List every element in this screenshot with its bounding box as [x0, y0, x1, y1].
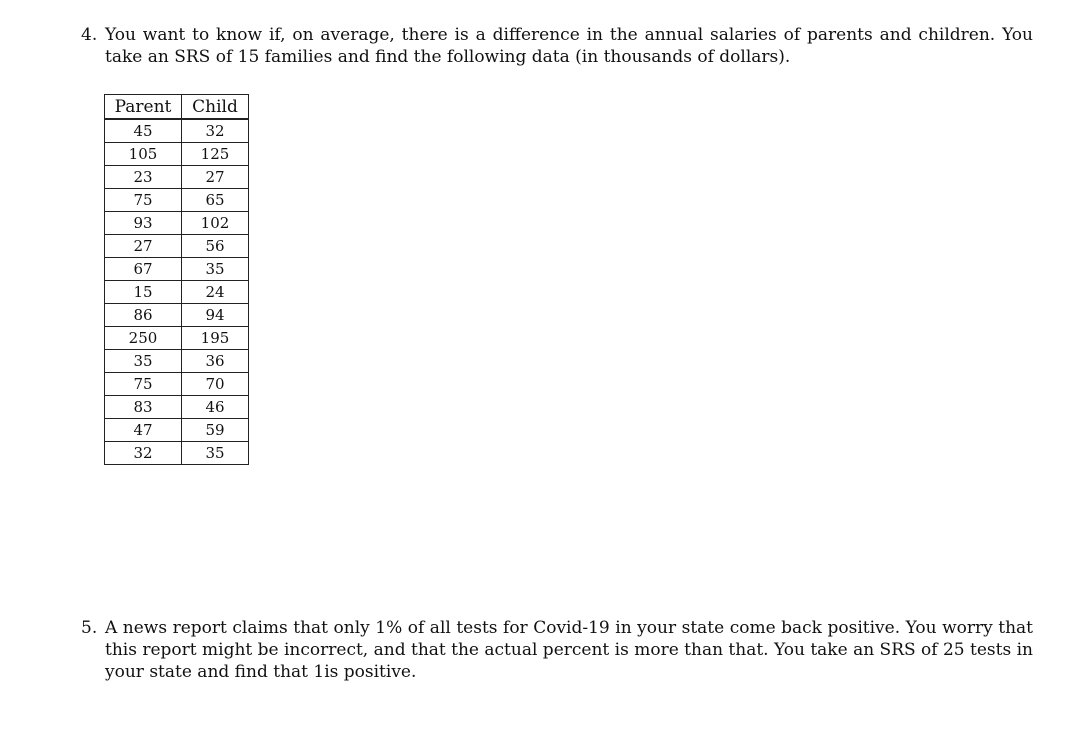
cell-child: 102 — [182, 212, 249, 235]
cell-child: 27 — [182, 166, 249, 189]
cell-parent: 105 — [105, 143, 182, 166]
header-child: Child — [182, 95, 249, 120]
table-row — [105, 166, 249, 189]
cell-child: 35 — [182, 442, 249, 465]
table-row — [105, 419, 249, 442]
cell-parent: 75 — [105, 373, 182, 396]
cell-parent: 35 — [105, 350, 182, 373]
cell-parent: 86 — [105, 304, 182, 327]
table-row — [105, 327, 249, 350]
table-row — [105, 119, 249, 143]
cell-child: 70 — [182, 373, 249, 396]
table-row — [105, 304, 249, 327]
cell-parent: 67 — [105, 258, 182, 281]
cell-parent: 27 — [105, 235, 182, 258]
cell-parent: 75 — [105, 189, 182, 212]
cell-parent: 15 — [105, 281, 182, 304]
table-header-row — [105, 95, 249, 120]
cell-parent: 23 — [105, 166, 182, 189]
table-row — [105, 258, 249, 281]
table-row — [105, 212, 249, 235]
cell-child: 46 — [182, 396, 249, 419]
problem-4-number: 4. — [81, 25, 98, 45]
cell-child: 36 — [182, 350, 249, 373]
cell-parent: 45 — [105, 119, 182, 143]
table-row — [105, 189, 249, 212]
header-parent: Parent — [105, 95, 182, 120]
table-row — [105, 235, 249, 258]
cell-child: 59 — [182, 419, 249, 442]
table-row — [105, 373, 249, 396]
table-row — [105, 396, 249, 419]
cell-parent: 83 — [105, 396, 182, 419]
cell-child: 94 — [182, 304, 249, 327]
table-row — [105, 143, 249, 166]
table-row — [105, 281, 249, 304]
table-body — [105, 119, 249, 465]
problem-5-number: 5. — [81, 618, 98, 638]
cell-child: 125 — [182, 143, 249, 166]
cell-parent: 47 — [105, 419, 182, 442]
cell-child: 195 — [182, 327, 249, 350]
cell-parent: 250 — [105, 327, 182, 350]
table-row — [105, 442, 249, 465]
cell-child: 56 — [182, 235, 249, 258]
salary-data-table — [104, 94, 249, 465]
problem-5-text: A news report claims that only 1% of all tests for Covid-19 in your state come back positive. You worry that this report might be incorrect, and that the actual percent is more than that. You take an SRS of 25 tests in your state and find that 1is positive. — [105, 618, 1033, 682]
cell-child: 24 — [182, 281, 249, 304]
problem-4-text: You want to know if, on average, there is a difference in the annual salaries of parents and children. You take an SRS of 15 families and find the following data (in thousands of dollars). — [105, 25, 1033, 67]
cell-child: 35 — [182, 258, 249, 281]
table-row — [105, 350, 249, 373]
cell-parent: 32 — [105, 442, 182, 465]
cell-child: 65 — [182, 189, 249, 212]
cell-parent: 93 — [105, 212, 182, 235]
cell-child: 32 — [182, 119, 249, 143]
